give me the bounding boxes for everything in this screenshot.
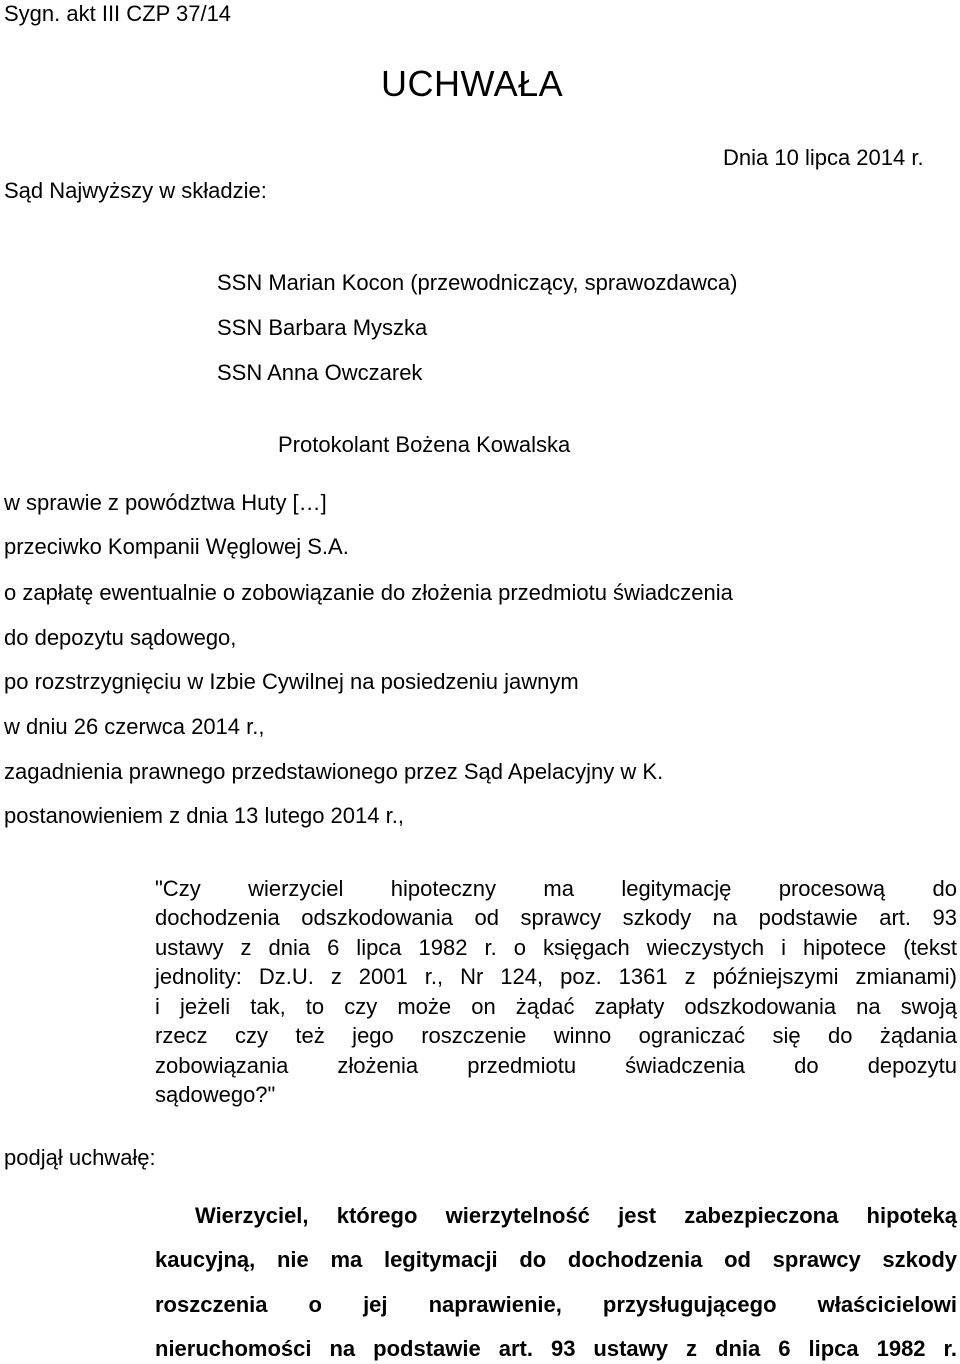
question-line: sądowego?" — [155, 1082, 276, 1107]
resolution-line: nieruchomości na podstawie art. 93 ustawy z dnia 6 lipca 1982 r. — [155, 1336, 957, 1361]
court-clerk: Protokolant Bożena Kowalska — [278, 432, 571, 457]
case-line: postanowieniem z dnia 13 lutego 2014 r., — [4, 803, 404, 828]
question-line: jednolity: Dz.U. z 2001 r., Nr 124, poz. 1361 z późniejszymi zmianami) — [155, 964, 957, 989]
case-line: o zapłatę ewentualnie o zobowiązanie do złożenia przedmiotu świadczenia — [4, 580, 733, 605]
case-signature: Sygn. akt III CZP 37/14 — [4, 1, 232, 26]
question-line: zobowiązania złożenia przedmiotu świadczenia do depozytu — [155, 1053, 957, 1078]
question-line: "Czy wierzyciel hipoteczny ma legitymację procesową do — [155, 876, 957, 901]
resolution-line: kaucyjną, nie ma legitymacji do dochodzenia od sprawcy szkody — [155, 1247, 957, 1272]
case-line: po rozstrzygnięciu w Izbie Cywilnej na posiedzeniu jawnym — [4, 669, 579, 694]
case-line: zagadnienia prawnego przedstawionego przez Sąd Apelacyjny w K. — [4, 759, 664, 784]
judge-presiding: SSN Marian Kocon (przewodniczący, sprawozdawca) — [217, 270, 738, 295]
question-line: ustawy z dnia 6 lipca 1982 r. o księgach wieczystych i hipotece (tekst — [155, 935, 957, 960]
resolution-label: podjął uchwałę: — [4, 1145, 156, 1170]
resolution-line: roszczenia o jej naprawienie, przysługującego właścicielowi — [155, 1292, 957, 1317]
question-line: rzecz czy też jego roszczenie winno ograniczać się do żądania — [155, 1023, 957, 1048]
question-line: dochodzenia odszkodowania od sprawcy szkody na podstawie art. 93 — [155, 905, 957, 930]
resolution-line: Wierzyciel, którego wierzytelność jest zabezpieczona hipoteką — [195, 1203, 957, 1228]
case-line: do depozytu sądowego, — [4, 625, 237, 650]
document-title: UCHWAŁA — [381, 63, 564, 104]
case-line: w sprawie z powództwa Huty […] — [4, 490, 327, 515]
judge: SSN Barbara Myszka — [217, 315, 428, 340]
judge: SSN Anna Owczarek — [217, 360, 423, 385]
decision-date: Dnia 10 lipca 2014 r. — [723, 145, 924, 170]
court-composition-label: Sąd Najwyższy w składzie: — [4, 178, 267, 203]
case-line: przeciwko Kompanii Węglowej S.A. — [4, 534, 349, 559]
question-line: i jeżeli tak, to czy może on żądać zapłaty odszkodowania na swoją — [155, 994, 957, 1019]
case-line: w dniu 26 czerwca 2014 r., — [4, 714, 265, 739]
